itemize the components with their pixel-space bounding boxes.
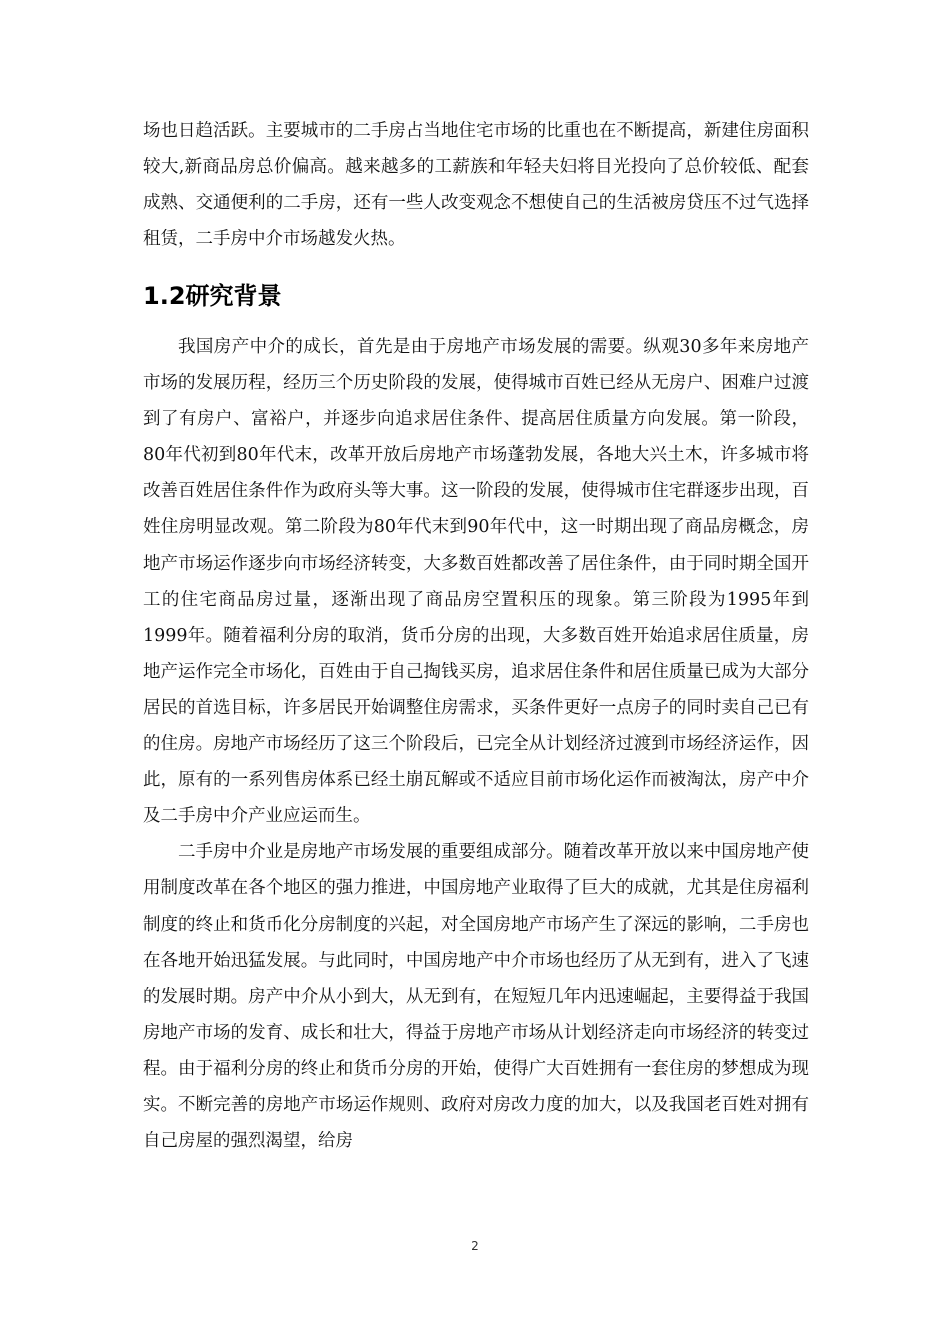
continued-paragraph: 场也日趋活跃。主要城市的二手房占当地住宅市场的比重也在不断提高，新建住房面积较大,新商品房总价偏高。越来越多的工薪族和年轻夫妇将目光投向了总价较低、配套成熟、交通便利的二手房，还有一些人改变观念不想使自己的生活被房贷压不过气选择租赁，二手房中介市场越发火热。: [143, 121, 809, 250]
section-heading: 1.2研究背景: [143, 282, 282, 310]
body-paragraph: 我国房产中介的成长，首先是由于房地产市场发展的需要。纵观30多年来房地产市场的发展历程，经历三个历史阶段的发展，使得城市百姓已经从无房户、困难户过渡到了有房户、富裕户，并逐步向追求居住条件、提高居住质量方向发展。第一阶段，80年代初到80年代末，改革开放后房地产市场蓬勃发展，各地大兴土木，许多城市将改善百姓居住条件作为政府头等大事。这一阶段的发展，使得城市住宅群逐步出现，百姓住房明显改观。第二阶段为80年代末到90年代中，这一时期出现了商品房概念，房地产市场运作逐步向市场经济转变，大多数百姓都改善了居住条件，由于同时期全国开工的住宅商品房过量，逐渐出现了商品房空置积压的现象。第三阶段为1995年到1999年。随着福利分房的取消，货币分房的出现，大多数百姓开始追求居住质量，房地产运作完全市场化，百姓由于自己掏钱买房，追求居住条件和居住质量已成为大部分居民的首选目标，许多居民开始调整住房需求，买条件更好一点房子的同时卖自己已有的住房。房地产市场经历了这三个阶段后，已完全从计划经济过渡到市场经济运作，因此，原有的一系列售房体系已经土崩瓦解或不适应目前市场化运作而被淘汰，房产中介及二手房中介产业应运而生。: [143, 337, 809, 827]
body-paragraph: 二手房中介业是房地产市场发展的重要组成部分。随着改革开放以来中国房地产使用制度改革在各个地区的强力推进，中国房地产业取得了巨大的成就，尤其是住房福利制度的终止和货币化分房制度的兴起，对全国房地产市场产生了深远的影响，二手房也在各地开始迅猛发展。与此同时，中国房地产中介市场也经历了从无到有，进入了飞速的发展时期。房产中介从小到大，从无到有，在短短几年内迅速崛起，主要得益于我国房地产市场的发育、成长和壮大，得益于房地产市场从计划经济走向市场经济的转变过程。由于福利分房的终止和货币分房的开始，使得广大百姓拥有一套住房的梦想成为现实。不断完善的房地产市场运作规则、政府对房改力度的加大，以及我国老百姓对拥有自己房屋的强烈渴望，给房: [143, 842, 809, 1152]
page-number: 2: [471, 1239, 479, 1253]
section-body: [143, 329, 809, 1159]
